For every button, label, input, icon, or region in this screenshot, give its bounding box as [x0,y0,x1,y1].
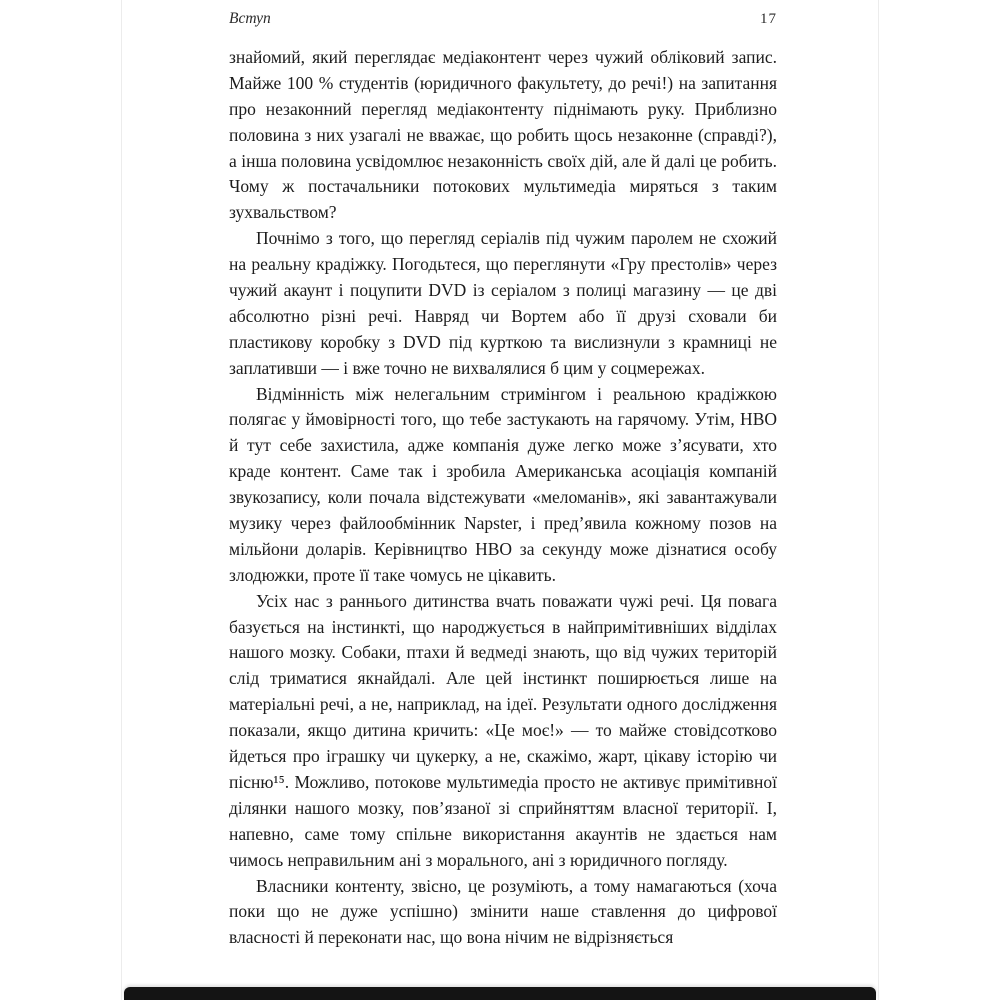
body-text [122,45,878,951]
paragraph: Власники контенту, звісно, це розуміють, а тому намагаються (хоча поки що не дуже успішно) змінити наше ставлення до цифрової власності й переконати нас, що вона нічим не відрізняється [229,875,777,948]
paragraph: знайомий, який переглядає медіаконтент через чужий обліковий запис. Майже 100 % студентів (юридичного факультету, до речі!) на запитання про незаконний перегляд медіаконтенту піднімають руку. Приблизно половина з них узагалі не вважає, що робить щось незаконне (справді?), а інша половина усвідомлює незаконність своїх дій, але й далі це робить. Чому ж постачальники потокових мультимедіа миряться з таким зухвальством? [229,47,777,223]
page [121,0,879,1000]
book-edge-shadow [124,987,876,1000]
chapter-title: Вступ [229,10,271,27]
running-head [122,0,878,28]
paragraph: Почнімо з того, що перегляд серіалів під чужим паролем не схожий на реальну крадіжку. Погодьтеся, що переглянути «Гру престолів» через чужий акаунт і поцупити DVD із серіалом з полиці магазину — це дві абсолютно різні речі. Навряд чи Вортем або її друзі сховали би пластикову коробку з DVD під курткою та вислизнули з крамниці не заплативши — і вже точно не вихвалялися б цим у соцмережах. [229,228,777,378]
page-number: 17 [760,11,777,27]
paragraph: Усіх нас з раннього дитинства вчать поважати чужі речі. Ця повага базується на інстинкті, що народжується в найпримітивніших відділах нашого мозку. Собаки, птахи й ведмеді знають, що від чужих територій слід триматися якнайдалі. Але цей інстинкт поширюється лише на матеріальні речі, а не, наприклад, на ідеї. Результати одного дослідження показали, якщо дитина кричить: «Це моє!» — то майже стовідсотково йдеться про іграшку чи цукерку, а не, скажімо, жарт, цікаву історію чи пісню¹⁵. Можливо, потокове мультимедіа просто не активує примітивної ділянки нашого мозку, пов’язаної зі сприйняттям власної території. І, напевно, саме тому спільне використання акаунтів не здається нам чимось неправильним ані з морального, ані з юридичного погляду. [229,590,777,870]
paragraph: Відмінність між нелегальним стримінгом і реальною крадіжкою полягає у ймовірності того, що тебе застукають на гарячому. Утім, НВО й тут себе захистила, адже компанія дуже легко може з’ясувати, хто краде контент. Саме так і зробила Американська асоціація компаній звукозапису, коли почала відстежувати «меломанів», які завантажували музику через файлообмінник Napster, і пред’явила кожному позов на мільйони доларів. Керівництво НВО за секунду може дізнатися особу злодюжки, проте її таке чомусь не цікавить. [229,383,777,585]
